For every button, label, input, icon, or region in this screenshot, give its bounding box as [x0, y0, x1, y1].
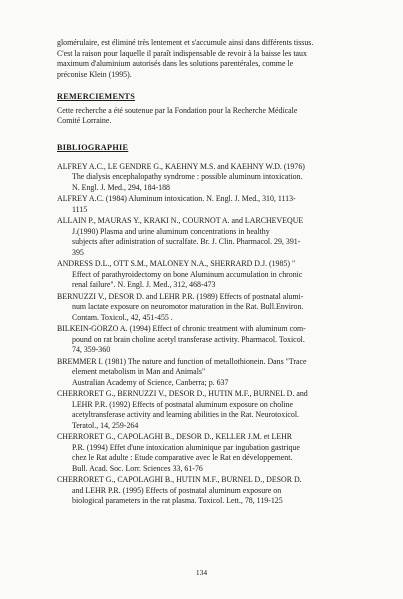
reference-line: biological parameters in the rat plasma. Toxicol. Lett., 78, 119-125: [72, 496, 283, 506]
reference-line: CHERRORET G., CAPOLAGHI B., HUTIN M.F., BURNEL D., DESOR D.: [57, 475, 302, 485]
reference-entry: [57, 292, 363, 324]
reference-line: J.(1990) Plasma and urine aluminum concentrations in healthy: [72, 226, 270, 236]
acknowledgements-line: Cette recherche a été soutenue par la Fondation pour la Recherche Médicale: [57, 105, 298, 115]
intro-line: préconise Klein (1995).: [57, 69, 132, 79]
reference-line: The dialysis encephalopathy syndrome : possible aluminum intoxication.: [72, 172, 303, 182]
reference-entry: [57, 475, 363, 507]
reference-line: and LEHR P.R. (1995) Effects of postnatal aluminum exposure on: [72, 485, 282, 495]
page-number: 134: [195, 568, 208, 577]
reference-line: 1115: [72, 204, 88, 214]
reference-line: Bull. Acad. Soc. Lorr. Sciences 33, 61-76: [72, 463, 203, 473]
reference-line: acetyltransferase activity and learning abilities in the Rat. Neurotoxicol.: [72, 410, 299, 420]
reference-line: P.R. (1994) Effet d'une intoxication aluminique par ingubation gastrique: [72, 442, 300, 452]
reference-line: ALFREY A.C., LE GENDRE G., KAEHNY M.S. and KAEHNY W.D. (1976): [57, 161, 305, 171]
reference-line: Effect of parathyroidectomy on bone Aluminum accumulation in chronic: [72, 269, 303, 279]
intro-paragraph: [57, 38, 363, 80]
reference-line: BREMMER I. (1981) The nature and function of metallothionein. Dans "Trace: [57, 356, 307, 366]
reference-entry: [57, 357, 363, 389]
reference-line: BERNUZZI V., DESOR D. and LEHR P.R. (1989) Effects of postnatal alumi-: [57, 291, 304, 301]
reference-line: ALFREY A.C. (1984) Aluminum intoxication. N. Engl. J. Med., 310, 1113-: [57, 194, 296, 204]
reference-line: 395: [72, 247, 84, 257]
reference-line: BILKEIN-GORZO A. (1994) Effect of chronic treatment with aluminum com-: [57, 324, 306, 334]
acknowledgements-line: Comité Lorraine.: [57, 116, 112, 126]
reference-entry: [57, 194, 363, 215]
reference-entry: [57, 389, 363, 431]
reference-line: Australian Academy of Science, Canberra; p. 637: [72, 377, 229, 387]
reference-line: renal failure". N. Engl. J. Med., 312, 468-473: [72, 280, 216, 290]
acknowledgements-paragraph: [57, 106, 363, 127]
intro-line: maximum d'aluminium autorisés dans les solutions parentérales, comme le: [57, 59, 294, 68]
reference-line: CHERRORET G., BERNUZZI V., DESOR D., HUTIN M.F., BURNEL D. and: [57, 389, 308, 399]
reference-line: CHERRORET G., CAPOLAGHI B., DESOR D., KELLER J.M. et LEHR: [57, 432, 293, 442]
reference-entry: [57, 432, 363, 474]
reference-entry: [57, 162, 363, 194]
intro-line: glomérulaire, est éliminé très lentement et s'accumule ainsi dans différents tissus.: [57, 38, 314, 47]
reference-line: N. Engl. J. Med., 294, 184-188: [72, 182, 170, 192]
reference-line: element metabolism in Man and Animals": [72, 367, 206, 377]
reference-line: pound on rat brain choline acetyl transferase activity. Pharmacol. Toxicol.: [72, 334, 305, 344]
reference-line: Contam. Toxicol., 42, 451-455 .: [72, 312, 173, 322]
reference-line: ALLAIN P., MAURAS Y., KRAKI N., COURNOT A. and LARCHEVEQUE: [57, 216, 304, 226]
reference-line: LEHR P.R. (1992) Effects of postnatal aluminum exposure on choline: [72, 399, 293, 409]
reference-line: ANDRESS D.L., OTT S.M., MALONEY N.A., SHERRARD D.J. (1985) ": [57, 259, 296, 269]
reference-line: subjects after adinistration of sucralfate. Br. J. Clin. Pharmacol. 29, 391-: [72, 237, 301, 247]
reference-line: Teratol., 14, 259-264: [72, 420, 139, 430]
reference-entry: [57, 324, 363, 356]
reference-entry: [57, 259, 363, 291]
acknowledgements-heading: REMERCIEMENTS: [57, 92, 136, 101]
reference-line: num lactate exposure on neuromotor maturation in the Rat. Bull.Environ.: [72, 302, 304, 312]
reference-entry: [57, 216, 363, 258]
bibliography-heading: BIBLIOGRAPHIE: [57, 142, 129, 152]
reference-line: chez le Rat adulte : Etude comparative avec le Rat en développement.: [72, 453, 293, 463]
intro-line: C'est la raison pour laquelle il paraît indispensable de revoir à la baisse les taux: [57, 48, 307, 58]
reference-list: [57, 162, 363, 507]
reference-line: 74, 359-360: [72, 345, 111, 355]
